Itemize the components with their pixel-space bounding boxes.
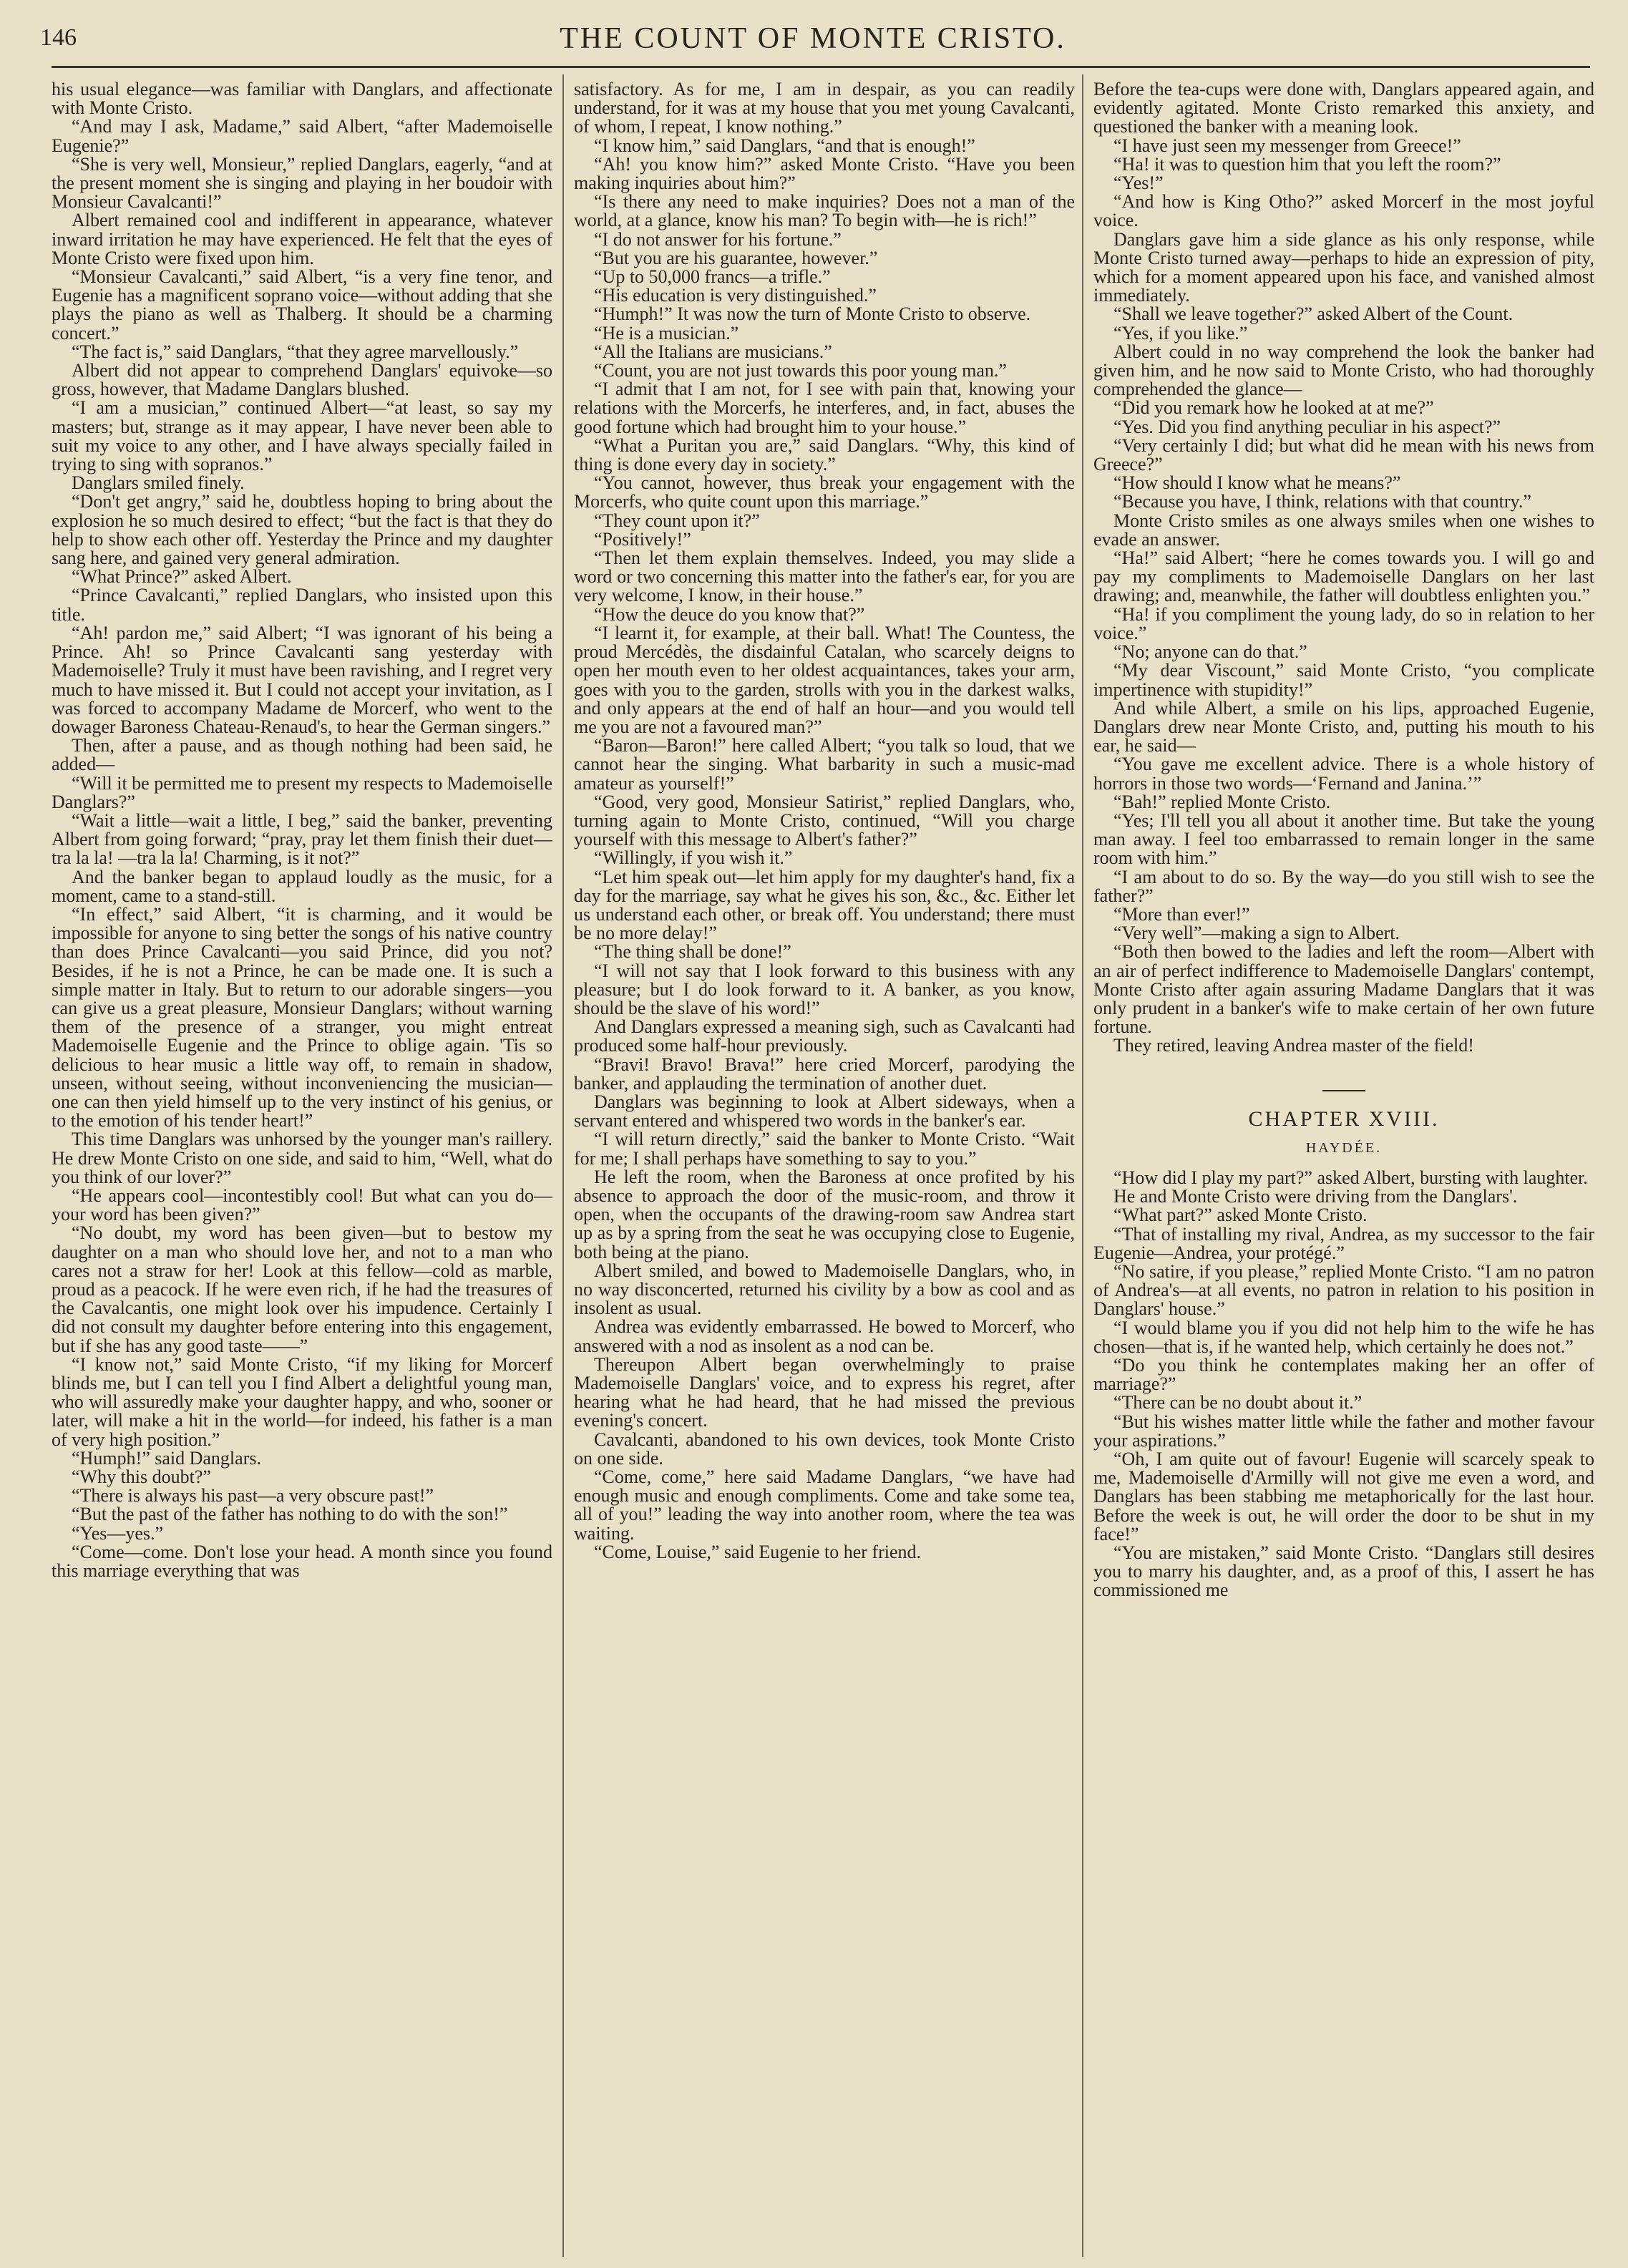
paragraph: “What Prince?” asked Albert. xyxy=(72,566,292,588)
paragraph: “And may I ask, Madame,” said Albert, “after Mademoiselle Eugenie?” xyxy=(52,116,552,156)
paragraph: “Positively!” xyxy=(594,528,691,550)
paragraph: “Oh, I am quite out of favour! Eugenie will scarcely speak to me, Mademoiselle d'Armilly will not give me even a word, and Danglars has been stabbing me metaphorically for the last hour. Before the week is out, he will order the door to be shut in my face!” xyxy=(1093,1449,1594,1544)
paragraph: “How should I know what he means?” xyxy=(1113,472,1401,494)
paragraph: “I do not answer for his fortune.” xyxy=(594,228,842,250)
paragraph: Albert remained cool and indifferent in appearance, whatever inward irritation he may have experienced. He felt that the eyes of Monte Cristo were fixed upon him. xyxy=(52,210,552,268)
paragraph: “Yes—yes.” xyxy=(72,1522,164,1544)
paragraph: “They count upon it?” xyxy=(594,510,760,531)
paragraph: And while Albert, a smile on his lips, approached Eugenie, Danglars drew near Monte Cristo, and, putting his mouth to his ear, he said— xyxy=(1093,697,1594,756)
paragraph: “Let him speak out—let him apply for my daughter's hand, fix a day for the marriage, say what he gives his son, &c., &c. Either let us understand each other, or break off. You understand; there must be no more delay!” xyxy=(574,866,1075,944)
paragraph: “Yes, if you like.” xyxy=(1113,322,1248,344)
paragraph: “Is there any need to make inquiries? Does not a man of the world, at a glance, know his man? To begin with—he is rich!” xyxy=(574,191,1075,231)
paragraph: “No doubt, my word has been given—but to bestow my daughter on a man who should love her, and not to a man who cares not a straw for her! Look at this fellow—cold as marble, proud as a peacock. If he were even rich, if he had the treasures of the Cavalcantis, one might look over his impudence. Certainly I did not consult my daughter before entering into this engagement, but if she has any good taste——” xyxy=(52,1222,552,1356)
column-divider xyxy=(1082,74,1083,2257)
paragraph: “Ha! it was to question him that you left the room?” xyxy=(1113,153,1501,175)
paragraph: “What part?” asked Monte Cristo. xyxy=(1113,1204,1368,1226)
paragraph: “Ah! you know him?” asked Monte Cristo. “Have you been making inquiries about him?” xyxy=(574,153,1075,194)
paragraph: They retired, leaving Andrea master of the field! xyxy=(1113,1035,1474,1056)
paragraph: Danglars gave him a side glance as his only response, while Monte Cristo turned away—perhaps to hide an expression of pity, which for a moment appeared upon his face, and vanished almost immediately. xyxy=(1093,228,1594,306)
paragraph: “Yes; I'll tell you all about it another time. But take the young man away. I feel too embarrassed to remain longer in the same room with him.” xyxy=(1093,809,1594,869)
paragraph: “Humph!” It was now the turn of Monte Cristo to observe. xyxy=(594,303,1031,325)
paragraph: “No satire, if you please,” replied Monte Cristo. “I am no patron of Andrea's—at all events, no patron in relation to his position in Danglars' house.” xyxy=(1093,1260,1594,1320)
paragraph: “I have just seen my messenger from Greece!” xyxy=(1113,135,1461,156)
paragraph: Danglars smiled finely. xyxy=(72,472,245,494)
paragraph: “Will it be permitted me to present my respects to Mademoiselle Danglars?” xyxy=(52,772,552,812)
paragraph: “Both then bowed to the ladies and left the room—Albert with an air of perfect indifference to Mademoiselle Danglars' contempt, Monte Cristo after again assuring Madame Danglars that it was only prudent in a banker's wife to make certain of her own future fortune. xyxy=(1093,941,1594,1038)
paragraph: “Prince Cavalcanti,” replied Danglars, who insisted upon this title. xyxy=(52,585,552,625)
paragraph: Thereupon Albert began overwhelmingly to praise Mademoiselle Danglars' voice, and to express his regret, after hearing what he had heard, that he had missed the previous evening's concert. xyxy=(574,1353,1075,1431)
paragraph: Albert did not appear to comprehend Danglars' equivoke—so gross, however, that Madame Danglars blushed. xyxy=(52,360,552,400)
paragraph: “Then let them explain themselves. Indeed, you may slide a word or two concerning this matter into the father's ear, for you are very welcome, I know, in their house.” xyxy=(574,547,1075,606)
paragraph: “Why this doubt?” xyxy=(72,1466,211,1488)
paragraph: “I know not,” said Monte Cristo, “if my liking for Morcerf blinds me, but I can tell you I find Albert a delightful young man, who will assuredly make your daughter happy, and who, sooner or later, will make a hit in the world—for indeed, his father is a man of very high position.” xyxy=(52,1353,552,1450)
paragraph: “Come—come. Don't lose your head. A month since you found this marriage everything that was xyxy=(52,1541,552,1582)
paragraph: And the banker began to applaud loudly as the music, for a moment, came to a stand-still. xyxy=(52,866,552,906)
paragraph: “His education is very distinguished.” xyxy=(594,285,877,306)
paragraph: “My dear Viscount,” said Monte Cristo, “you complicate impertinence with stupidity!” xyxy=(1093,660,1594,700)
paragraph: “I know him,” said Danglars, “and that is enough!” xyxy=(594,135,975,156)
paragraph: Albert could in no way comprehend the look the banker had given him, and he now said to Monte Cristo, who had thoroughly comprehended the glance— xyxy=(1093,341,1594,400)
paragraph: “Come, come,” here said Madame Danglars, “we have had enough music and enough compliments. Come and take some tea, all of you!” leading the way into another room, where the tea was waiting. xyxy=(574,1466,1075,1544)
paragraph: “Ha! if you compliment the young lady, do so in relation to her voice.” xyxy=(1093,603,1594,643)
paragraph: “Good, very good, Monsieur Satirist,” replied Danglars, who, turning again to Monte Cristo, continued, “Will you charge yourself with this message to Albert's father?” xyxy=(574,791,1075,850)
paragraph: “I am about to do so. By the way—do you still wish to see the father?” xyxy=(1093,866,1594,906)
paragraph: “She is very well, Monsieur,” replied Danglars, eagerly, “and at the present moment she is singing and playing in her boudoir with Monsieur Cavalcanti!” xyxy=(52,153,552,213)
text-column-3 xyxy=(1093,80,1594,2256)
page-number: 146 xyxy=(40,24,77,51)
paragraph: “No; anyone can do that.” xyxy=(1113,641,1307,663)
paragraph: Then, after a pause, and as though nothing had been said, he added— xyxy=(52,735,552,775)
paragraph: “And how is King Otho?” asked Morcerf in the most joyful voice. xyxy=(1093,191,1594,231)
paragraph: “I learnt it, for example, at their ball. What! The Countess, the proud Mercédès, the disdainful Catalan, who scarcely deigns to open her mouth even to her oldest acquaintances, takes your arm, goes with you to the garden, strolls with you in the darkest walks, and only appears at the end of half an hour—and you would tell me you are not a favoured man?” xyxy=(574,622,1075,737)
paragraph: “But the past of the father has nothing to do with the son!” xyxy=(72,1504,508,1525)
paragraph: “I will not say that I look forward to this business with any pleasure; but I do look forward to it. A banker, as you know, should be the slave of his word!” xyxy=(574,960,1075,1018)
chapter-title: CHAPTER XVIII. xyxy=(1248,1106,1440,1131)
paragraph: “Willingly, if you wish it.” xyxy=(594,847,793,869)
paragraph: Albert smiled, and bowed to Mademoiselle Danglars, who, in no way disconcerted, returned his civility by a bow as cool and as insolent as usual. xyxy=(574,1260,1075,1319)
paragraph: Cavalcanti, abandoned to his own devices, took Monte Cristo on one side. xyxy=(574,1429,1075,1469)
paragraph: “Do you think he contemplates making her an offer of marriage?” xyxy=(1093,1355,1594,1395)
paragraph: “More than ever!” xyxy=(1113,903,1250,925)
paragraph: He and Monte Cristo were driving from the Danglars'. xyxy=(1113,1186,1518,1207)
paragraph: “Monsieur Cavalcanti,” said Albert, “is a very fine tenor, and Eugenie has a magnificent soprano voice—without adding that she plays the piano as well as Thalberg. It should be a charming concert.” xyxy=(52,266,552,344)
paragraph: “Very certainly I did; but what did he mean with his news from Greece?” xyxy=(1093,434,1594,475)
paragraph: “The thing shall be done!” xyxy=(594,941,791,963)
paragraph: “Did you remark how he looked at at me?” xyxy=(1113,397,1434,419)
paragraph: “But you are his guarantee, however.” xyxy=(594,247,878,268)
paragraph: “Up to 50,000 francs—a trifle.” xyxy=(594,266,831,288)
paragraph: “There can be no doubt about it.” xyxy=(1113,1392,1363,1413)
paragraph: “I will return directly,” said the banker to Monte Cristo. “Wait for me; I shall perhaps have something to say to you.” xyxy=(574,1129,1075,1169)
paragraph: Andrea was evidently embarrassed. He bowed to Morcerf, who answered with a nod as insolent as a nod can be. xyxy=(574,1316,1075,1356)
paragraph: “Bah!” replied Monte Cristo. xyxy=(1113,791,1331,812)
paragraph: This time Danglars was unhorsed by the younger man's raillery. He drew Monte Cristo on one side, and said to him, “Well, what do you think of our lover?” xyxy=(52,1129,552,1187)
paragraph: Monte Cristo smiles as one always smiles when one wishes to evade an answer. xyxy=(1093,510,1594,550)
running-title: THE COUNT OF MONTE CRISTO. xyxy=(560,22,1066,55)
paragraph: “The fact is,” said Danglars, “that they agree marvellously.” xyxy=(72,341,519,362)
paragraph: “Humph!” said Danglars. xyxy=(72,1447,261,1469)
text-column-1 xyxy=(52,80,552,2256)
paragraph: “There is always his past—a very obscure past!” xyxy=(72,1485,434,1507)
paragraph: “He is a musician.” xyxy=(594,322,739,344)
paragraph: “You cannot, however, thus break your engagement with the Morcerfs, who quite count upon this marriage.” xyxy=(574,472,1075,512)
paragraph: satisfactory. As for me, I am in despair, as you can readily understand, for it was at my house that you met young Cavalcanti, of whom, I repeat, I know nothing.” xyxy=(574,80,1075,137)
text-column-2 xyxy=(574,80,1075,2256)
paragraph: “He appears cool—incontestibly cool! But what can you do—your word has been given?” xyxy=(52,1184,552,1225)
paragraph: “Ha!” said Albert; “here he comes towards you. I will go and pay my compliments to Mademoiselle Danglars on her last drawing; and, meanwhile, the father will doubtless enlighten you.” xyxy=(1093,547,1594,606)
paragraph: “You gave me excellent advice. There is a whole history of horrors in those two words—‘Fernand and Janina.’” xyxy=(1093,754,1594,794)
paragraph: “In effect,” said Albert, “it is charming, and it would be impossible for anyone to sing better the songs of his native country than does Prince Cavalcanti—you said Prince, did you not? Besides, if he is not a Prince, he can be made one. It is such a simple matter in Italy. But to return to our adorable singers—you can give us a great pleasure, Monsieur Danglars; without warning them of the presence of a stranger, you might entreat Mademoiselle Eugenie and the Prince to oblige again. 'Tis so delicious to hear music a little way off, to remain in shadow, unseen, without seeing, without inconveniencing the musician—one can then yield himself up to the very instinct of his genius, or to the emotion of his tender heart!” xyxy=(52,903,552,1131)
chapter-subtitle: HAYDÉE. xyxy=(1305,1139,1383,1156)
paragraph: “I am a musician,” continued Albert—“at least, so say my masters; but, strange as it may appear, I have never been able to suit my voice to any other, and I have always specially failed in trying to sing with sopranos.” xyxy=(52,397,552,475)
paragraph: “You are mistaken,” said Monte Cristo. “Danglars still desires you to marry his daughter, and, as a proof of this, I assert he has commissioned me xyxy=(1093,1542,1594,1601)
paragraph: “Ah! pardon me,” said Albert; “I was ignorant of his being a Prince. Ah! so Prince Cavalcanti sang yesterday with Mademoiselle? Truly it must have been ravishing, and I regret very much to have missed it. But I could not accept your invitation, as I was forced to accompany Madame de Morcerf, who went to the dowager Baroness Chateau-Renaud's, to hear the German singers.” xyxy=(52,622,552,737)
paragraph: his usual elegance—was familiar with Danglars, and affectionate with Monte Cristo. xyxy=(52,80,552,119)
chapter-separator xyxy=(1322,1090,1365,1091)
paragraph: Before the tea-cups were done with, Danglars appeared again, and evidently agitated. Monte Cristo remarked this anxiety, and questioned the banker with a meaning look. xyxy=(1093,80,1594,137)
paragraph: “Bravi! Bravo! Brava!” here cried Morcerf, parodying the banker, and applauding the termination of another duet. xyxy=(574,1053,1075,1094)
paragraph: “That of installing my rival, Andrea, as my successor to the fair Eugenie—Andrea, your protégé.” xyxy=(1093,1223,1594,1263)
paragraph: “All the Italians are musicians.” xyxy=(594,341,832,362)
header-rule xyxy=(52,66,1590,68)
paragraph: And Danglars expressed a meaning sigh, such as Cavalcanti had produced some half-hour previously. xyxy=(574,1016,1075,1056)
paragraph: “Very well”—making a sign to Albert. xyxy=(1113,923,1400,944)
paragraph: “Shall we leave together?” asked Albert of the Count. xyxy=(1113,303,1514,325)
page-header xyxy=(40,19,1586,62)
paragraph: “Wait a little—wait a little, I beg,” said the banker, preventing Albert from going forward; “pray, pray let them finish their duet—tra la la! —tra la la! Charming, is it not?” xyxy=(52,809,552,869)
paragraph: “Yes!” xyxy=(1113,172,1164,194)
paragraph: He left the room, when the Baroness at once profited by his absence to approach the door of the music-room, and throw it open, when the occupants of the drawing-room saw Andrea start up as by a spring from the seat he was occupying close to Eugenie, both being at the piano. xyxy=(574,1166,1075,1262)
paragraph: “I would blame you if you did not help him to the wife he has chosen—that is, if he wanted help, which certainly he does not.” xyxy=(1093,1317,1594,1357)
paragraph: Danglars was beginning to look at Albert sideways, when a servant entered and whispered two words in the banker's ear. xyxy=(574,1091,1075,1131)
paragraph: “How did I play my part?” asked Albert, bursting with laughter. xyxy=(1113,1167,1588,1188)
paragraph: “Come, Louise,” said Eugenie to her friend. xyxy=(594,1541,922,1562)
paragraph: “How the deuce do you know that?” xyxy=(594,603,865,625)
paragraph: “Baron—Baron!” here called Albert; “you talk so loud, that we cannot hear the singing. What barbarity in such a music-mad amateur as yourself!” xyxy=(574,735,1075,794)
paragraph: “What a Puritan you are,” said Danglars. “Why, this kind of thing is done every day in society.” xyxy=(574,434,1075,475)
paragraph: “But his wishes matter little while the father and mother favour your aspirations.” xyxy=(1093,1411,1594,1451)
column-divider xyxy=(562,74,564,2257)
paragraph: “I admit that I am not, for I see with pain that, knowing your relations with the Morcerfs, he interferes, and, in fact, abuses the good fortune which had brought him to your house.” xyxy=(574,379,1075,437)
paragraph: “Don't get angry,” said he, doubtless hoping to bring about the explosion he so much desired to effect; “but the fact is that they do help to show each other off. Yesterday the Prince and my daughter sang here, and gained very general admiration. xyxy=(52,491,552,569)
paragraph: “Because you have, I think, relations with that country.” xyxy=(1113,491,1531,512)
paragraph: “Yes. Did you find anything peculiar in his aspect?” xyxy=(1113,416,1501,437)
paragraph: “Count, you are not just towards this poor young man.” xyxy=(594,360,1007,381)
